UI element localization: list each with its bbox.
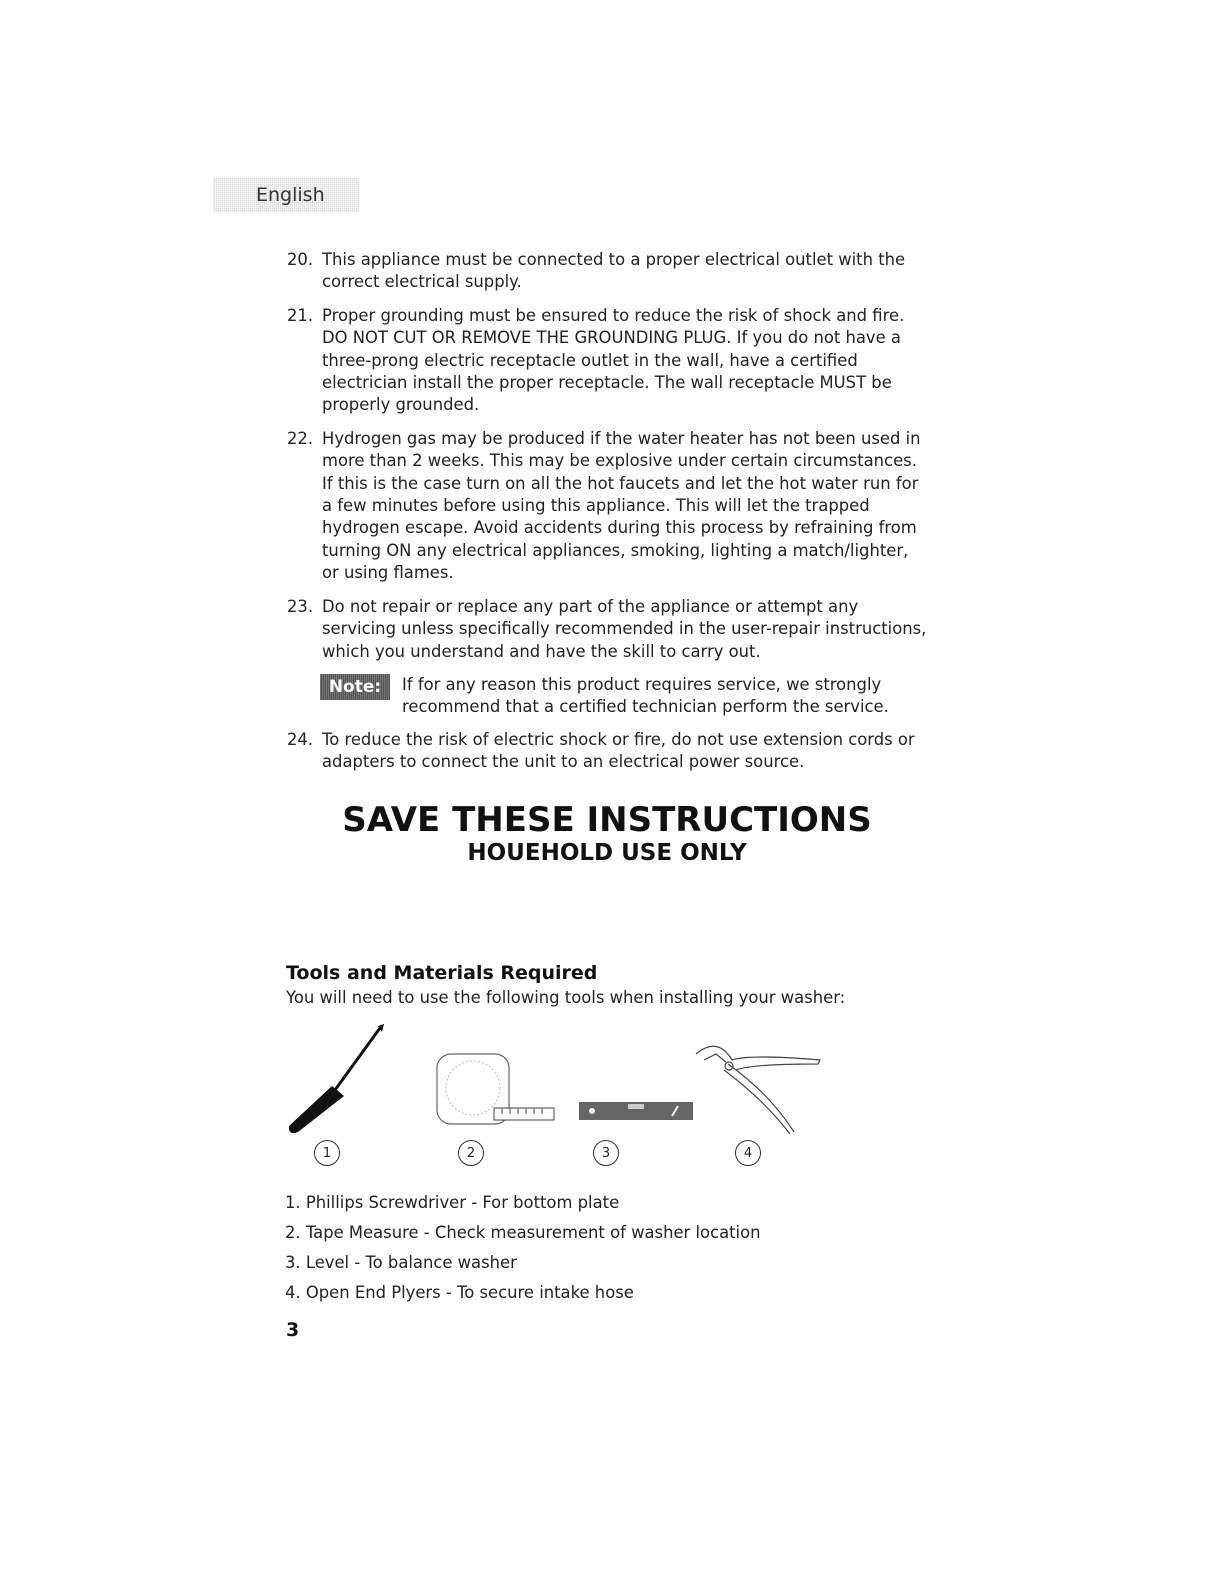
item-text: To reduce the risk of electric shock or fire, do not use extension cords or adapters to connect the unit to an electrical power source. — [322, 729, 915, 772]
list-item: 2. Tape Measure - Check measurement of washer location — [285, 1223, 761, 1242]
item-number: 24. — [287, 729, 314, 749]
list-item: 3. Level - To balance washer — [285, 1253, 517, 1272]
tools-heading: Tools and Materials Required — [286, 962, 598, 984]
list-item — [287, 305, 927, 417]
save-instructions-title: SAVE THESE INSTRUCTIONS — [342, 800, 872, 840]
tape-measure-icon — [437, 1054, 554, 1124]
item-text: Do not repair or replace any part of the appliance or attempt any servicing unless specifically recommended in the user-repair instructions, which you understand and have the skill to carry out. — [322, 596, 927, 661]
tools-drawing — [280, 1020, 840, 1150]
note-text: If for any reason this product requires service, we strongly recommend that a certified technician perform the service. — [402, 674, 889, 717]
language-tab: English — [213, 178, 359, 212]
list-item — [287, 428, 927, 585]
tool-number-2: 2 — [458, 1140, 484, 1166]
item-number: 22. — [287, 428, 314, 448]
household-use-subtitle: HOUEHOLD USE ONLY — [467, 840, 747, 866]
tool-number-4: 4 — [735, 1140, 761, 1166]
list-item: 4. Open End Plyers - To secure intake hose — [285, 1283, 634, 1302]
list-item: 1. Phillips Screwdriver - For bottom plate — [285, 1193, 620, 1212]
list-item — [287, 596, 927, 663]
page-number: 3 — [286, 1319, 300, 1341]
tools-intro: You will need to use the following tools when installing your washer: — [286, 988, 846, 1007]
tool-number-3: 3 — [593, 1140, 619, 1166]
item-text: Hydrogen gas may be produced if the water heater has not been used in more than 2 weeks. This may be explosive under certain circumstances. If this is the case turn on all the hot faucets and let the hot water run for a few minutes before using this appliance. This will let the trapped hydrogen escape. Avoid accidents during this process by refraining from turning ON any electrical appliances, smoking, lighting a match/lighter, or using flames. — [322, 428, 921, 583]
level-icon — [579, 1102, 693, 1120]
safety-list — [287, 249, 927, 785]
item-number: 21. — [287, 305, 314, 325]
tools-list — [285, 1188, 761, 1308]
note-box — [287, 674, 927, 719]
item-text: Proper grounding must be ensured to reduce the risk of shock and fire. DO NOT CUT OR REMOVE THE GROUNDING PLUG. If you do not have a three-prong electric receptacle outlet in the wall, have a certified electrician install the proper receptacle. The wall receptacle MUST be properly grounded. — [322, 305, 905, 415]
pliers-icon — [696, 1046, 820, 1134]
tools-illustration — [280, 1020, 840, 1161]
item-text: This appliance must be connected to a proper electrical outlet with the correct electrical supply. — [322, 250, 906, 292]
list-item — [287, 729, 927, 774]
item-number: 23. — [287, 596, 314, 616]
item-number: 20. — [287, 250, 314, 269]
note-badge: Note: — [320, 674, 390, 700]
screwdriver-icon — [289, 1024, 384, 1133]
list-item — [287, 249, 927, 294]
tool-number-1: 1 — [314, 1140, 340, 1166]
